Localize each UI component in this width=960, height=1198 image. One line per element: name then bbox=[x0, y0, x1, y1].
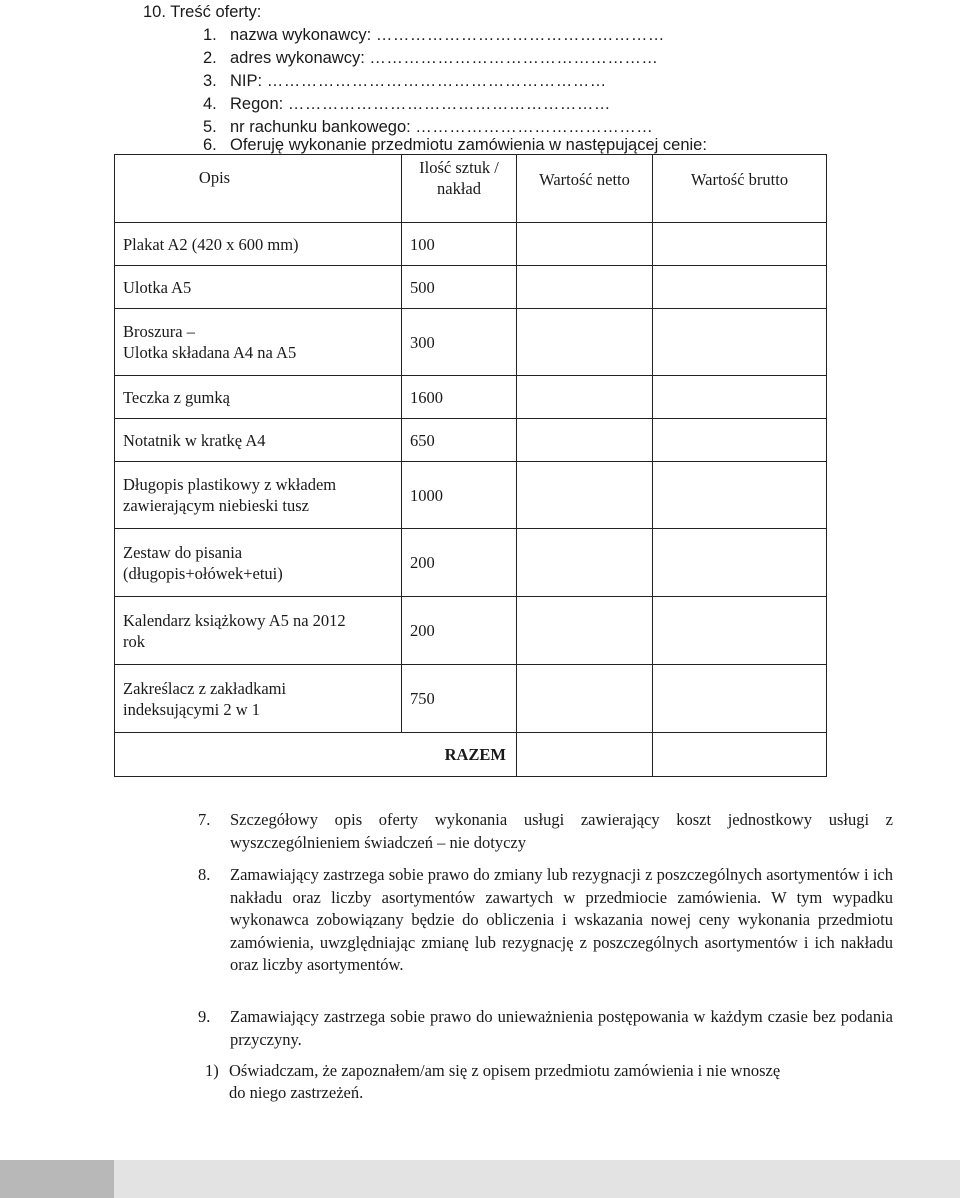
item-qty: 1600 bbox=[402, 376, 517, 419]
item-netto-cell[interactable] bbox=[517, 419, 653, 462]
paragraph-text: Szczegółowy opis oferty wykonania usługi zawierający koszt jednostkowy usługi z wyszczególnieniem świadczeń – nie dotyczy bbox=[230, 810, 893, 852]
field-num: 6. bbox=[203, 136, 217, 154]
field-label-bank-account: nr rachunku bankowego: …………………………………… bbox=[230, 118, 654, 136]
item-brutto-cell[interactable] bbox=[653, 665, 827, 733]
header-netto: Wartość netto bbox=[517, 155, 653, 223]
page-footer-accent bbox=[0, 1160, 114, 1198]
item-name: Zakreślacz z zakładkami indeksującymi 2 w 1 bbox=[115, 665, 402, 733]
paragraph-num: 9. bbox=[198, 1007, 211, 1026]
declaration-num: 1) bbox=[205, 1061, 219, 1080]
table-row bbox=[115, 529, 827, 597]
item-brutto-cell[interactable] bbox=[653, 266, 827, 309]
field-label-regon: Regon: ………………………………………………… bbox=[230, 95, 611, 113]
item-netto-cell[interactable] bbox=[517, 597, 653, 665]
dotted-fill: …………………………………………………… bbox=[266, 72, 607, 90]
table-row bbox=[115, 309, 827, 376]
paragraph-num: 7. bbox=[198, 810, 211, 829]
item-name: Ulotka A5 bbox=[115, 266, 402, 309]
item-name: Notatnik w kratkę A4 bbox=[115, 419, 402, 462]
item-qty: 300 bbox=[402, 309, 517, 376]
item-qty: 650 bbox=[402, 419, 517, 462]
paragraph-text: Zamawiający zastrzega sobie prawo do unieważnienia postępowania w każdym czasie bez podania przyczyny. bbox=[230, 1007, 893, 1049]
item-name: Broszura – Ulotka składana A4 na A5 bbox=[115, 309, 402, 376]
field-num: 1. bbox=[203, 26, 217, 44]
item-netto-cell[interactable] bbox=[517, 266, 653, 309]
table-row bbox=[115, 462, 827, 529]
item-qty: 200 bbox=[402, 529, 517, 597]
paragraph-num: 8. bbox=[198, 865, 211, 884]
declaration-line1: Oświadczam, że zapoznałem/am się z opisem przedmiotu zamówienia i nie wnoszę bbox=[229, 1061, 781, 1080]
field-num: 5. bbox=[203, 118, 217, 136]
item-brutto-cell[interactable] bbox=[653, 309, 827, 376]
header-opis: Opis bbox=[115, 155, 402, 223]
price-intro: Oferuję wykonanie przedmiotu zamówienia w następującej cenie: bbox=[230, 136, 707, 154]
item-name: Teczka z gumką bbox=[115, 376, 402, 419]
header-ilosc: Ilość sztuk / nakład bbox=[402, 155, 517, 223]
item-brutto-cell[interactable] bbox=[653, 529, 827, 597]
page-footer-bar bbox=[0, 1160, 960, 1198]
paragraph-8 bbox=[198, 864, 893, 977]
item-netto-cell[interactable] bbox=[517, 223, 653, 266]
field-label-name: nazwa wykonawcy: …………………………………………… bbox=[230, 26, 665, 44]
item-qty: 750 bbox=[402, 665, 517, 733]
total-netto-cell[interactable] bbox=[517, 733, 653, 777]
dotted-fill: …………………………………………… bbox=[369, 49, 659, 67]
total-row bbox=[115, 733, 827, 777]
table-header-row bbox=[115, 155, 827, 223]
field-num: 2. bbox=[203, 49, 217, 67]
table-row bbox=[115, 597, 827, 665]
item-brutto-cell[interactable] bbox=[653, 462, 827, 529]
item-netto-cell[interactable] bbox=[517, 665, 653, 733]
table-row bbox=[115, 419, 827, 462]
item-qty: 1000 bbox=[402, 462, 517, 529]
table-row bbox=[115, 665, 827, 733]
field-label-address: adres wykonawcy: …………………………………………… bbox=[230, 49, 659, 67]
item-qty: 100 bbox=[402, 223, 517, 266]
total-brutto-cell[interactable] bbox=[653, 733, 827, 777]
dotted-fill: …………………………………………… bbox=[375, 26, 665, 44]
paragraph-9 bbox=[198, 1006, 893, 1051]
offer-table bbox=[114, 154, 827, 777]
item-brutto-cell[interactable] bbox=[653, 419, 827, 462]
item-brutto-cell[interactable] bbox=[653, 597, 827, 665]
field-num: 4. bbox=[203, 95, 217, 113]
header-brutto: Wartość brutto bbox=[653, 155, 827, 223]
item-name: Kalendarz książkowy A5 na 2012 rok bbox=[115, 597, 402, 665]
table-row bbox=[115, 266, 827, 309]
item-netto-cell[interactable] bbox=[517, 309, 653, 376]
table-row bbox=[115, 223, 827, 266]
item-brutto-cell[interactable] bbox=[653, 376, 827, 419]
field-label-nip: NIP: …………………………………………………… bbox=[230, 72, 607, 90]
declaration-line2: do niego zastrzeżeń. bbox=[229, 1083, 364, 1102]
dotted-fill: …………………………………… bbox=[415, 118, 654, 136]
item-netto-cell[interactable] bbox=[517, 529, 653, 597]
total-label: RAZEM bbox=[115, 733, 517, 777]
item-name: Plakat A2 (420 x 600 mm) bbox=[115, 223, 402, 266]
item-brutto-cell[interactable] bbox=[653, 223, 827, 266]
item-name: Zestaw do pisania (długopis+ołówek+etui) bbox=[115, 529, 402, 597]
item-qty: 500 bbox=[402, 266, 517, 309]
section-heading: 10. Treść oferty: bbox=[143, 3, 262, 21]
field-num: 3. bbox=[203, 72, 217, 90]
item-netto-cell[interactable] bbox=[517, 462, 653, 529]
paragraph-text: Zamawiający zastrzega sobie prawo do zmiany lub rezygnacji z poszczególnych asortymentów i ich nakładu oraz liczby asortymentów zawartych w przedmiocie zamówienia. W tym wypadku wykonawca zobowiązany będzie do obliczenia i wskazania nowej ceny wykonania przedmiotu zamówienia, uwzględniając zmianę lub rezygnację z poszczególnych asortymentów i ich nakładu oraz liczby asortymentów. bbox=[230, 865, 893, 974]
dotted-fill: ………………………………………………… bbox=[287, 95, 611, 113]
item-netto-cell[interactable] bbox=[517, 376, 653, 419]
table-row bbox=[115, 376, 827, 419]
paragraph-7 bbox=[198, 809, 893, 854]
item-qty: 200 bbox=[402, 597, 517, 665]
item-name: Długopis plastikowy z wkładem zawierającym niebieski tusz bbox=[115, 462, 402, 529]
